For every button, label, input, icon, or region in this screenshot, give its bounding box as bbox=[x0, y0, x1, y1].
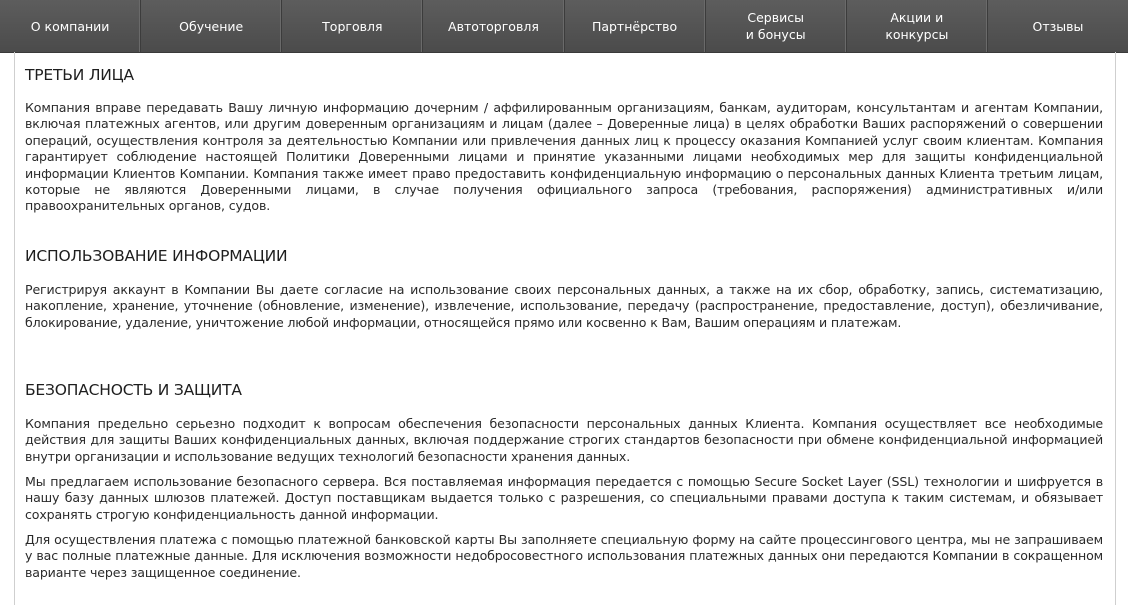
section-text-security-2: Мы предлагаем использование безопасного сервера. Вся поставляемая информация передается с помощью Secure Socket Layer (SSL) технологии и шифруется в нашу базу данных шлюзов платежей. Доступ поставщикам выдается только с разрешения, со специальными правами доступа к таким системам, и обязывает сохранять строгую конфиденциальность данной информации. bbox=[25, 474, 1103, 522]
privacy-policy-content bbox=[14, 52, 1116, 605]
section-title-security: БЕЗОПАСНОСТЬ И ЗАЩИТА bbox=[25, 381, 242, 399]
section-text-third-parties: Компания вправе передавать Вашу личную информацию дочерним / аффилированным организациям, банкам, аудиторам, консультантам и агентам Компании, включая платежных агентов, или другим доверенным организациям и лицам (далее – Доверенные лица) в целях обработки Ваших распоряжений о совершении операций, осуществления контроля за деятельностью Компании или привлечения данных лиц к процессу оказания Компанией услуг своим клиентам. Компания гарантирует соблюдение настоящей Политики Доверенными лицами и принятие указанными лицами необходимых мер для защиты конфиденциальной информации Клиентов Компании. Компания также имеет право предоставить конфиденциальную информацию о персональных данных Клиента третьим лицам, которые не являются Доверенными лицами, в случае получения официального запроса (требования, распоряжения) административных и/или правоохранительных органов, судов. bbox=[25, 100, 1103, 214]
nav-item-about[interactable]: О компании bbox=[0, 0, 141, 52]
nav-item-services-bonuses[interactable]: Сервисы и бонусы bbox=[706, 0, 847, 52]
main-navigation bbox=[0, 0, 1128, 53]
section-title-info-usage: ИСПОЛЬЗОВАНИЕ ИНФОРМАЦИИ bbox=[25, 247, 288, 265]
section-title-third-parties: ТРЕТЬИ ЛИЦА bbox=[25, 66, 134, 84]
nav-item-autotrading[interactable]: Автоторговля bbox=[423, 0, 564, 52]
nav-item-trading[interactable]: Торговля bbox=[282, 0, 423, 52]
section-text-security-3: Для осуществления платежа с помощью платежной банковской карты Вы заполняете специальную форму на сайте процессингового центра, мы не запрашиваем у вас полные платежные данные. Для исключения возможности недобросовестного использования платежных данных они передаются Компании в сокращенном варианте через защищенное соединение. bbox=[25, 532, 1103, 580]
nav-item-partnership[interactable]: Партнёрство bbox=[565, 0, 706, 52]
nav-item-reviews[interactable]: Отзывы bbox=[1032, 18, 1084, 34]
section-text-info-usage: Регистрируя аккаунт в Компании Вы даете согласие на использование своих персональных данных, а также на их сбор, обработку, запись, систематизацию, накопление, хранение, уточнение (обновление, изменение), извлечение, использование, передачу (распространение, предоставление, доступ), обезличивание, блокирование, удаление, уничтожение любой информации, относящейся прямо или косвенно к Вам, Вашим операциям и платежам. bbox=[25, 282, 1103, 330]
section-text-security-1: Компания предельно серьезно подходит к вопросам обеспечения безопасности персональных данных Клиента. Компания осуществляет все необходимые действия для защиты Ваших конфиденциальных данных, включая поддержание строгих стандартов безопасности при обмене конфиденциальной информацией внутри организации и использование ведущих технологий безопасности хранения данных. bbox=[25, 416, 1103, 464]
nav-item-education[interactable]: Обучение bbox=[141, 0, 282, 52]
nav-item-promotions-contests[interactable]: Акции и конкурсы bbox=[847, 0, 988, 52]
